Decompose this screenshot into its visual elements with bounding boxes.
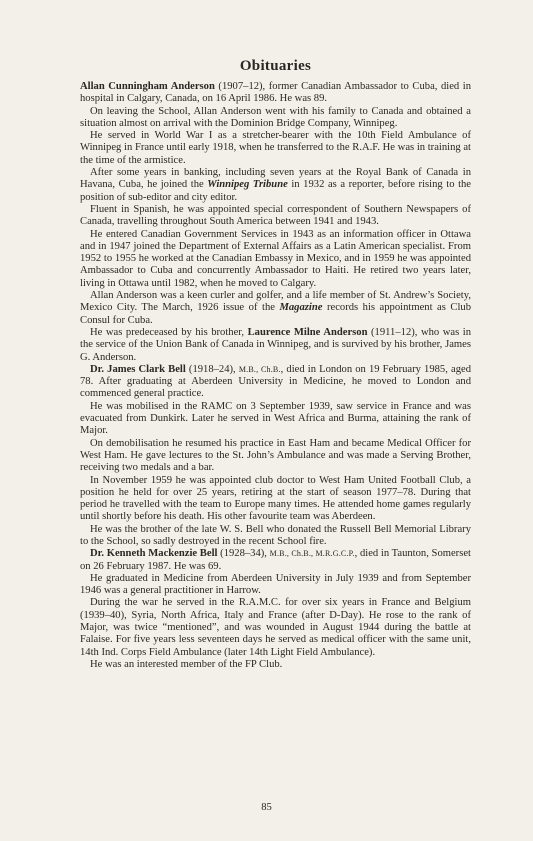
page-title: Obituaries: [239, 58, 312, 74]
page-number: 85: [261, 802, 272, 813]
qualifications: M.B., Ch.B.: [238, 364, 281, 374]
paragraph: He served in World War I as a stretcher-bearer with the 10th Field Ambulance of Winnipeg in France until early 1918, when he transferred to the R.A.F. He was in training at the time of the armistice.: [80, 130, 471, 166]
obituary-anderson-intro: Allan Cunningham Anderson (1907–12), former Canadian Ambassador to Cuba, died in hospital in Calgary, Canada, on 16 April 1986. He was 89.: [80, 81, 472, 105]
deceased-name: Dr. Kenneth Mackenzie Bell: [90, 548, 218, 560]
paragraph: Fluent in Spanish, he was appointed special correspondent of Southern Newspapers of Canada, travelling throughout South America between 1941 and 1943.: [80, 203, 471, 228]
paragraph: He was an interested member of the FP Club.: [90, 658, 283, 670]
paragraph: On leaving the School, Allan Anderson went with his family to Canada and obtained a situation almost on arrival with the Dominion Bridge Company, Winnipeg.: [80, 105, 471, 129]
obituaries-body: [80, 81, 471, 671]
deceased-name: Dr. James Clark Bell: [90, 363, 186, 375]
deceased-name: Allan Cunningham Anderson: [80, 81, 215, 92]
paragraph: Allan Anderson was a keen curler and golfer, and a life member of St. Andrew’s Society, Mexico City. The March, 1926 issue of the Magazine records his appointment as Club Consul for Cuba.: [80, 290, 471, 326]
paragraph: After some years in banking, including seven years at the Royal Bank of Canada in Havana, Cuba, he joined the Winnipeg Tribune in 1932 as a reporter, before rising to the position of sub-editor and city editor.: [80, 167, 472, 203]
paragraph: He was mobilised in the RAMC on 3 September 1939, saw service in France and was evacuated from Dunkirk. Later he served in West Africa and Burma, attaining the rank of Major.: [80, 400, 471, 437]
magazine-title: Magazine: [279, 302, 323, 314]
obituary-james-bell-intro: Dr. James Clark Bell (1918–24), M.B., Ch.B., died in London on 19 February 1985, aged 78. After graduating at Aberdeen University in Medicine, he moved to London and commenced general practice.: [80, 363, 472, 400]
paragraph: He was the brother of the late W. S. Bell who donated the Russell Bell Memorial Library to the School, so sadly destroyed in the recent School fire.: [80, 523, 471, 547]
newspaper-title: Winnipeg Tribune: [207, 179, 288, 191]
relative-name: Laurence Milne Anderson: [247, 326, 368, 338]
paragraph: He graduated in Medicine from Aberdeen University in July 1939 and from September 1946 was a general practitioner in Harrow.: [80, 572, 471, 597]
paragraph: In November 1959 he was appointed club doctor to West Ham United Football Club, a position he held for over 25 years, retiring at the start of season 1977–78. During that period he travelled with the team to Europe many times. He attended home games regularly until shortly before his death. His other favourite team was Aberdeen.: [80, 474, 471, 523]
paragraph: He was predeceased by his brother, Laurence Milne Anderson (1911–12), who was in the service of the Union Bank of Canada in Winnipeg, and is survived by his brother, James G. Anderson.: [80, 326, 471, 363]
paragraph: He entered Canadian Government Services in 1943 as an information officer in Ottawa and in 1947 joined the Department of External Affairs as a Latin American specialist. From 1952 to 1955 he worked at the Canadian Embassy in Mexico, and in 1959 he was appointed Ambassador to Cuba and concurrently Ambassador to Haiti. He retired two years later, living in Ottawa until 1982, when he moved to Calgary.: [80, 228, 471, 289]
obituary-kenneth-bell-intro: Dr. Kenneth Mackenzie Bell (1928–34), M.B., Ch.B., M.R.G.C.P., died in Taunton, Somerset on 26 February 1987. He was 69.: [80, 548, 471, 572]
qualifications: M.B., Ch.B., M.R.G.C.P.: [269, 549, 355, 559]
paragraph: During the war he served in the R.A.M.C. for over six years in France and Belgium (1939–40), Syria, North Africa, Italy and France (after D-Day). He rose to the rank of Major, was twice “mentioned”, and was wounded in August 1944 during the battle at Falaise. For five years less seventeen days he served as medical officer with the same unit, 14th Ind. Corps Field Ambulance (later 14th Light Field Ambulance).: [80, 597, 471, 658]
paragraph: On demobilisation he resumed his practice in East Ham and became Medical Officer for West Ham. He gave lectures to the St. John’s Ambulance and was made a Serving Brother, receiving two medals and a bar.: [80, 437, 471, 474]
